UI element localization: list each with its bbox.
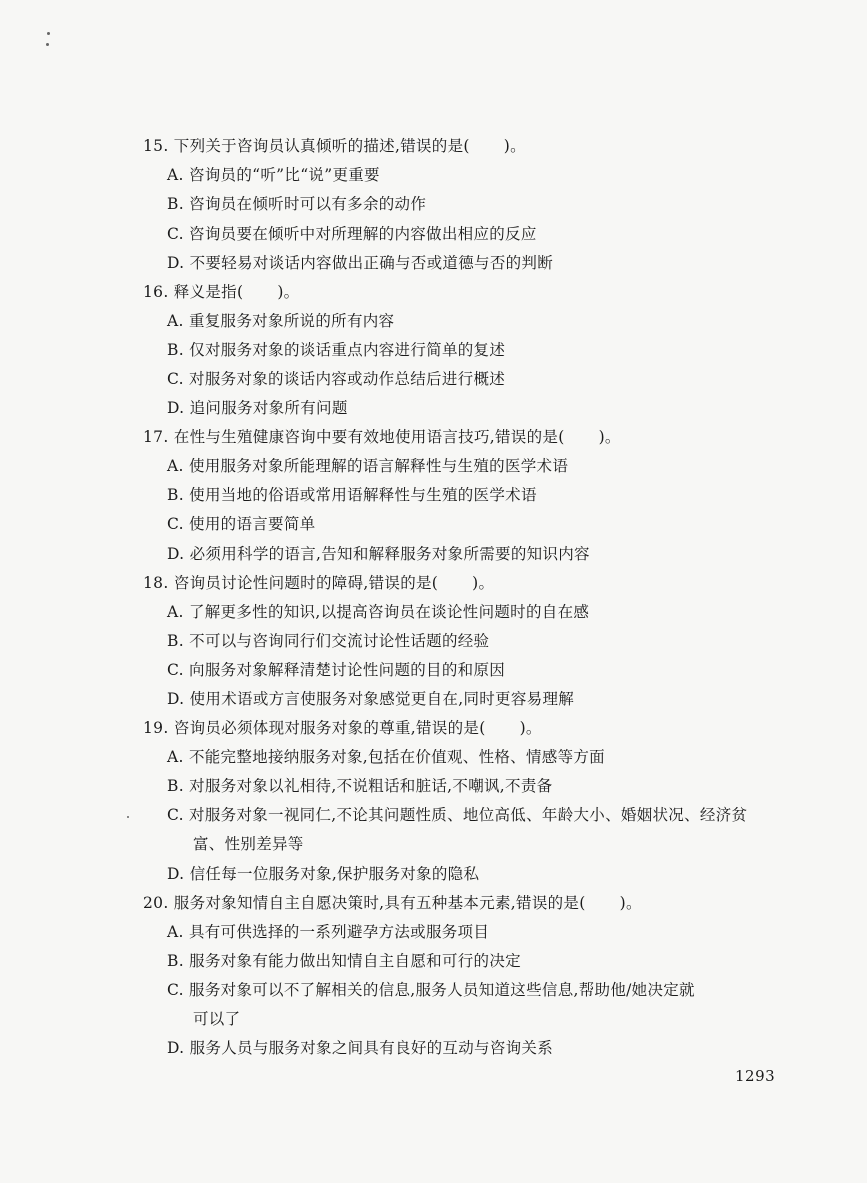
question-20-option-d: D. 服务人员与服务对象之间具有良好的互动与咨询关系 (167, 1039, 554, 1057)
question-20-option-b: B. 服务对象有能力做出知情自主自愿和可行的决定 (167, 952, 521, 970)
question-19-option-c: C. 对服务对象一视同仁,不论其问题性质、地位高低、年龄大小、婚姻状况、经济贫 (167, 806, 748, 824)
question-19-option-a: A. 不能完整地接纳服务对象,包括在价值观、性格、情感等方面 (167, 748, 605, 766)
scan-speck (47, 32, 50, 35)
page-number: 1293 (735, 1067, 776, 1085)
question-15-stem: 15. 下列关于咨询员认真倾听的描述,错误的是( )。 (143, 137, 526, 155)
question-20-option-a: A. 具有可供选择的一系列避孕方法或服务项目 (167, 923, 490, 941)
question-19-stem: 19. 咨询员必须体现对服务对象的尊重,错误的是( )。 (143, 719, 542, 737)
question-17-option-a: A. 使用服务对象所能理解的语言解释性与生殖的医学术语 (167, 457, 569, 475)
question-20-option-c: C. 服务对象可以不了解相关的信息,服务人员知道这些信息,帮助他/她决定就 (167, 981, 695, 999)
question-20-option-c-continuation: 可以了 (193, 1010, 241, 1028)
question-18-option-a: A. 了解更多性的知识,以提高咨询员在谈论性问题时的自在感 (167, 603, 590, 621)
question-17-option-b: B. 使用当地的俗语或常用语解释性与生殖的医学术语 (167, 486, 537, 504)
question-16-option-c: C. 对服务对象的谈话内容或动作总结后进行概述 (167, 370, 506, 388)
question-18-option-c: C. 向服务对象解释清楚讨论性问题的目的和原因 (167, 661, 506, 679)
question-16-stem: 16. 释义是指( )。 (143, 283, 300, 301)
question-18-stem: 18. 咨询员讨论性问题时的障碍,错误的是( )。 (143, 574, 495, 592)
question-20-stem: 20. 服务对象知情自主自愿决策时,具有五种基本元素,错误的是( )。 (143, 894, 642, 912)
question-15-option-c: C. 咨询员要在倾听中对所理解的内容做出相应的反应 (167, 225, 537, 243)
question-16-option-a: A. 重复服务对象所说的所有内容 (167, 312, 395, 330)
question-19-option-c-continuation: 富、性别差异等 (193, 835, 304, 853)
question-17-option-d: D. 必须用科学的语言,告知和解释服务对象所需要的知识内容 (167, 545, 590, 563)
question-16-option-d: D. 追问服务对象所有问题 (167, 399, 348, 417)
scan-speck (127, 816, 129, 818)
question-15-option-a: A. 咨询员的“听”比“说”更重要 (167, 166, 380, 184)
question-15-option-d: D. 不要轻易对谈话内容做出正确与否或道德与否的判断 (167, 254, 554, 272)
question-19-option-b: B. 对服务对象以礼相待,不说粗话和脏话,不嘲讽,不责备 (167, 777, 553, 795)
question-18-option-d: D. 使用术语或方言使服务对象感觉更自在,同时更容易理解 (167, 690, 575, 708)
question-19-option-d: D. 信任每一位服务对象,保护服务对象的隐私 (167, 865, 480, 883)
question-17-option-c: C. 使用的语言要简单 (167, 515, 316, 533)
scan-speck (46, 43, 49, 46)
question-16-option-b: B. 仅对服务对象的谈话重点内容进行简单的复述 (167, 341, 506, 359)
question-15-option-b: B. 咨询员在倾听时可以有多余的动作 (167, 195, 427, 213)
question-18-option-b: B. 不可以与咨询同行们交流讨论性话题的经验 (167, 632, 490, 650)
question-17-stem: 17. 在性与生殖健康咨询中要有效地使用语言技巧,错误的是( )。 (143, 428, 621, 446)
